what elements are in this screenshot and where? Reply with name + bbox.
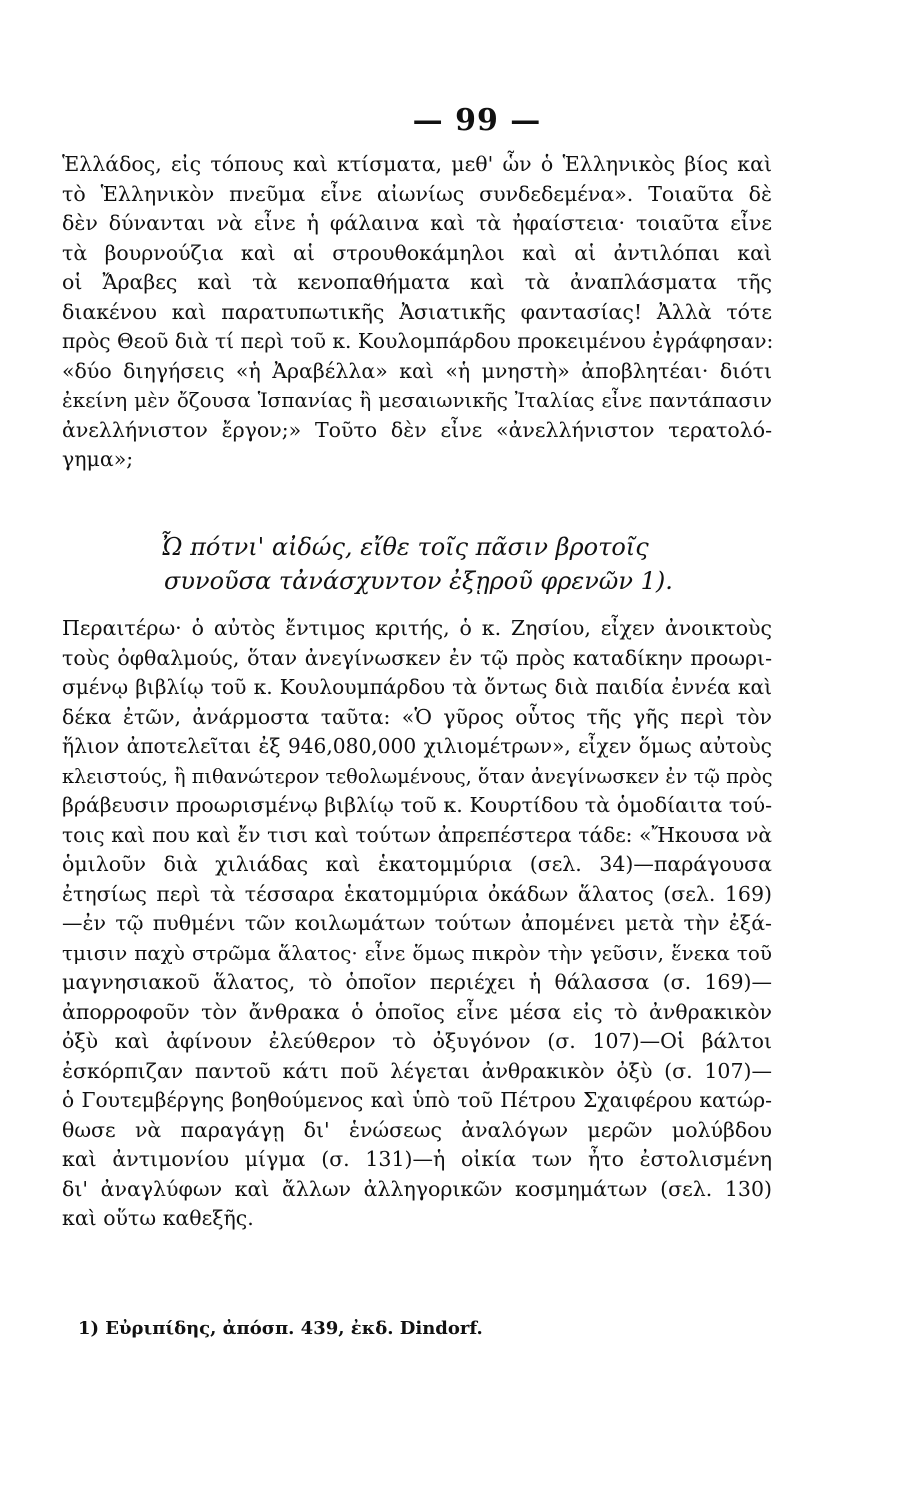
verse-line: συνοῦσα τἀνάσχυντον ἐξῃροῦ φρενῶν 1). [164,567,673,595]
text-line: δὲν δύνανται νὰ εἶνε ἡ φάλαινα καὶ τὰ ἠφαίστεια· τοιαῦτα εἶνε [62,211,772,235]
text-line: βράβευσιν προωρισμένῳ βιβλίῳ τοῦ κ. Κουρτίδου τὰ ὁμοδίαιτα τού- [62,793,772,817]
text-line: ἐκείνη μὲν ὄζουσα Ἱσπανίας ἢ μεσαιωνικῆς Ἰταλίας εἶνε παντάπασιν [62,389,772,412]
text-line: τμισιν παχὺ στρῶμα ἅλατος· εἶνε ὅμως πικρὸν τὴν γεῦσιν, ἕνεκα τοῦ [62,941,772,965]
text-line: κλειστούς, ἢ πιθανώτερον τεθολωμένους, ὅταν ἀνεγίνωσκεν ἐν τῷ πρὸς [62,764,773,788]
text-line: Περαιτέρω· ὁ αὐτὸς ἔντιμος κριτής, ὁ κ. Ζησίου, εἶχεν ἀνοικτοὺς [62,616,772,640]
text-line: σμένῳ βιβλίῳ τοῦ κ. Κουλουμπάρδου τὰ ὄντως διὰ παιδία ἐννέα καὶ [62,675,772,699]
text-line: ἀπορροφοῦν τὸν ἄνθρακα ὁ ὁποῖος εἶνε μέσα εἰς τὸ ἀνθρακικὸν [62,999,772,1024]
text-line: ἥλιον ἀποτελεῖται ἐξ 946,080,000 χιλιομέτρων», εἶχεν ὅμως αὐτοὺς [62,734,772,758]
text-line: ἐσκόρπιζαν παντοῦ κάτι ποῦ λέγεται ἀνθρακικὸν ὀξὺ (σ. 107)— [62,1058,772,1083]
text-line: δέκα ἐτῶν, ἀνάρμοστα ταῦτα: «Ὁ γῦρος οὗτος τῆς γῆς περὶ τὸν [62,704,772,729]
paragraph-2 [62,614,772,1234]
text-line: ἐτησίως περὶ τὰ τέσσαρα ἑκατομμύρια ὀκάδων ἅλατος (σελ. 169) [62,881,772,906]
verse-quote [160,530,720,598]
text-line: τὸ Ἑλληνικὸν πνεῦμα εἶνε αἰωνίως συνδεδεμένα». Τοιαῦτα δὲ [62,181,772,206]
text-line: «δύο διηγήσεις «ἡ Ἀραβέλλα» καὶ «ἡ μνηστὴ» ἀποβλητέαι· διότι [62,358,772,383]
text-line: τοὺς ὀφθαλμούς, ὅταν ἀνεγίνωσκεν ἐν τῷ πρὸς καταδίκην προωρι- [62,645,772,670]
text-line: μαγνησιακοῦ ἅλατος, τὸ ὁποῖον περιέχει ἡ θάλασσα (σ. 169)— [62,970,772,994]
text-line: τὰ βουρνούζια καὶ αἱ στρουθοκάμηλοι καὶ αἱ ἀντιλόπαι καὶ [62,240,772,265]
paragraph-1 [62,150,772,475]
footnote: 1) Εὐριπίδης, ἀπόσπ. 439, ἐκδ. Dindorf. [78,1318,483,1339]
text-line: ἀνελλήνιστον ἔργον;» Τοῦτο δὲν εἶνε «ἀνελλήνιστον τερατολό- [62,417,772,442]
text-line: γημα»; [62,447,134,471]
text-line: θωσε νὰ παραγάγῃ δι' ἑνώσεως ἀναλόγων μερῶν μολύβδου [62,1117,772,1142]
text-line: καὶ οὕτω καθεξῆς. [62,1206,254,1230]
text-line: ὁμιλοῦν διὰ χιλιάδας καὶ ἑκατομμύρια (σελ. 34)—παράγουσα [62,852,772,876]
page-number: — 99 — [412,103,542,138]
text-line: δι' ἀναγλύφων καὶ ἄλλων ἀλληγορικῶν κοσμημάτων (σελ. 130) [62,1176,772,1201]
verse-line: Ὦ πότνι' αἰδώς, εἴθε τοῖς πᾶσιν βροτοῖς [160,533,649,561]
text-line: τοις καὶ που καὶ ἔν τισι καὶ τούτων ἀπρεπέστερα τάδε: «Ἤκουσα νὰ [62,822,772,847]
text-line: οἱ Ἄραβες καὶ τὰ κενοπαθήματα καὶ τὰ ἀναπλάσματα τῆς [62,270,772,294]
text-line: ὀξὺ καὶ ἀφίνουν ἐλεύθερον τὸ ὀξυγόνον (σ. 107)—Οἱ βάλτοι [62,1029,772,1053]
text-line: διακένου καὶ παρατυπωτικῆς Ἀσιατικῆς φαντασίας! Ἀλλὰ τότε [62,299,772,324]
text-line: Ἑλλάδος, εἰς τόπους καὶ κτίσματα, μεθ' ὧν ὁ Ἑλληνικὸς βίος καὶ [62,152,772,176]
text-line: καὶ ἀντιμονίου μίγμα (σ. 131)—ἡ οἰκία των ἦτο ἐστολισμένη [62,1147,772,1171]
text-line: —ἐν τῷ πυθμένι τῶν κοιλωμάτων τούτων ἀπομένει μετὰ τὴν ἐξά- [62,911,772,935]
text-line: πρὸς Θεοῦ διὰ τί περὶ τοῦ κ. Κουλομπάρδου προκειμένου ἐγράφησαν: [62,329,774,353]
text-line: ὁ Γουτεμβέργης βοηθούμενος καὶ ὑπὸ τοῦ Πέτρου Σχαιφέρου κατώρ- [62,1088,772,1112]
